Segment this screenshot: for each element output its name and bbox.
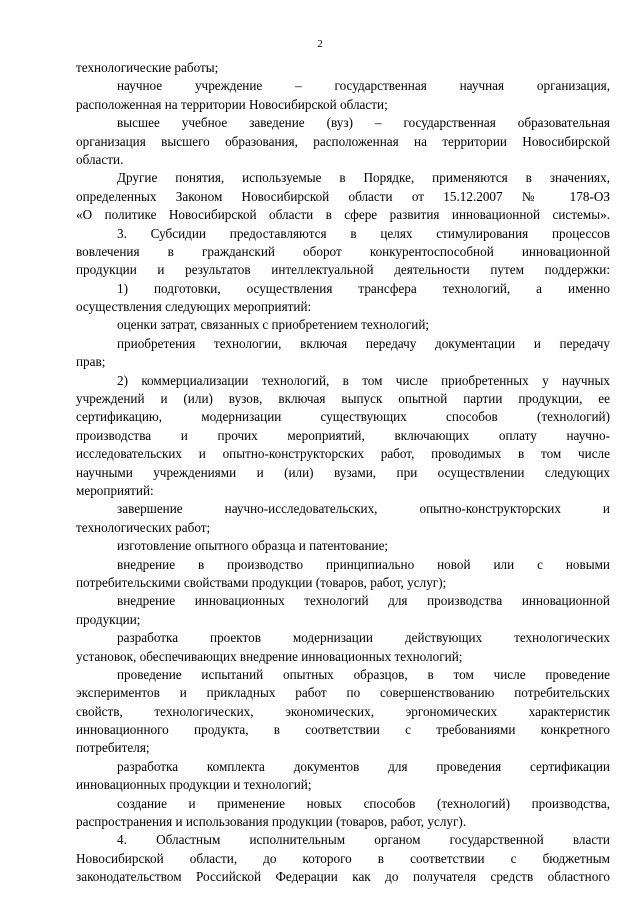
- text-line: инновационного продукта, в соответствии с требованиями конкретного: [76, 722, 610, 738]
- text-line: экспериментов и прикладных работ по совершенствованию потребительских: [76, 685, 610, 701]
- text-line: создание и применение новых способов (технологий) производства,: [117, 795, 610, 811]
- text-line: высшее учебное заведение (вуз) – государственная образовательная: [117, 115, 610, 131]
- text-line: продукции и результатов интеллектуальной деятельности путем поддержки:: [76, 262, 610, 278]
- text-line: 1) подготовки, осуществления трансфера технологий, а именно: [117, 280, 610, 296]
- text-line: разработка комплекта документов для проведения сертификации: [117, 758, 610, 774]
- text-line: «О политике Новосибирской области в сфере развития инновационной системы».: [76, 207, 610, 223]
- text-line: сертификацию, модернизации существующих способов (технологий): [76, 409, 610, 425]
- text-line: учреждений и (или) вузов, включая выпуск опытной партии продукции, ее: [76, 391, 610, 407]
- text-line: 2) коммерциализации технологий, в том числе приобретенных у научных: [117, 372, 610, 388]
- text-line: организация высшего образования, расположенная на территории Новосибирской: [76, 133, 610, 149]
- document-body: [76, 59, 610, 887]
- text-line: технологические работы;: [76, 60, 219, 75]
- text-line: изготовление опытного образца и патентование;: [117, 538, 389, 554]
- text-line: завершение научно-исследовательских, опытно-конструкторских и: [117, 501, 610, 517]
- text-line: Другие понятия, используемые в Порядке, применяются в значениях,: [117, 170, 610, 186]
- text-line: области.: [76, 151, 124, 167]
- text-line: мероприятий:: [76, 482, 154, 498]
- text-line: свойств, технологических, экономических, эргономических характеристик: [76, 703, 610, 719]
- text-line: технологических работ;: [76, 519, 211, 535]
- text-line: оценки затрат, связанных с приобретением технологий;: [117, 317, 430, 333]
- text-line: потребителя;: [76, 740, 150, 756]
- text-line: вовлечения в гражданский оборот конкурентоспособной инновационной: [76, 243, 610, 259]
- text-line: исследовательских и опытно-конструкторских работ, проводимых в том числе: [76, 446, 610, 462]
- text-line: проведение испытаний опытных образцов, в том числе проведение: [117, 666, 610, 682]
- text-line: Новосибирской области, до которого в соответствии с бюджетным: [76, 850, 610, 866]
- text-line: осуществления следующих мероприятий:: [76, 299, 312, 315]
- text-line: распространения и использования продукции (товаров, работ, услуг).: [76, 814, 467, 830]
- text-line: расположенная на территории Новосибирской области;: [76, 96, 388, 112]
- text-line: продукции;: [76, 611, 141, 627]
- text-line: установок, обеспечивающих внедрение инновационных технологий;: [76, 648, 463, 664]
- text-line: научное учреждение – государственная научная организация,: [117, 78, 610, 94]
- text-line: определенных Законом Новосибирской области от 15.12.2007 № 178-ОЗ: [76, 188, 610, 204]
- text-line: приобретения технологии, включая передачу документации и передачу: [117, 335, 610, 351]
- text-line: инновационных продукции и технологий;: [76, 777, 312, 793]
- text-line: 3. Субсидии предоставляются в целях стимулирования процессов: [117, 225, 610, 241]
- text-line: прав;: [76, 354, 106, 370]
- text-line: разработка проектов модернизации действующих технологических: [117, 630, 610, 646]
- text-line: внедрение инновационных технологий для производства инновационной: [117, 593, 610, 609]
- text-line: внедрение в производство принципиально новой или с новыми: [117, 556, 610, 572]
- text-line: производства и прочих мероприятий, включающих оплату научно-: [76, 427, 610, 443]
- text-line: законодательством Российской Федерации как до получателя средств областного: [76, 869, 610, 885]
- text-line: потребительскими свойствами продукции (товаров, работ, услуг);: [76, 574, 447, 590]
- page-number: 2: [317, 38, 323, 50]
- text-line: 4. Областным исполнительным органом государственной власти: [117, 832, 610, 848]
- text-line: научными учреждениями и (или) вузами, при осуществлении следующих: [76, 464, 610, 480]
